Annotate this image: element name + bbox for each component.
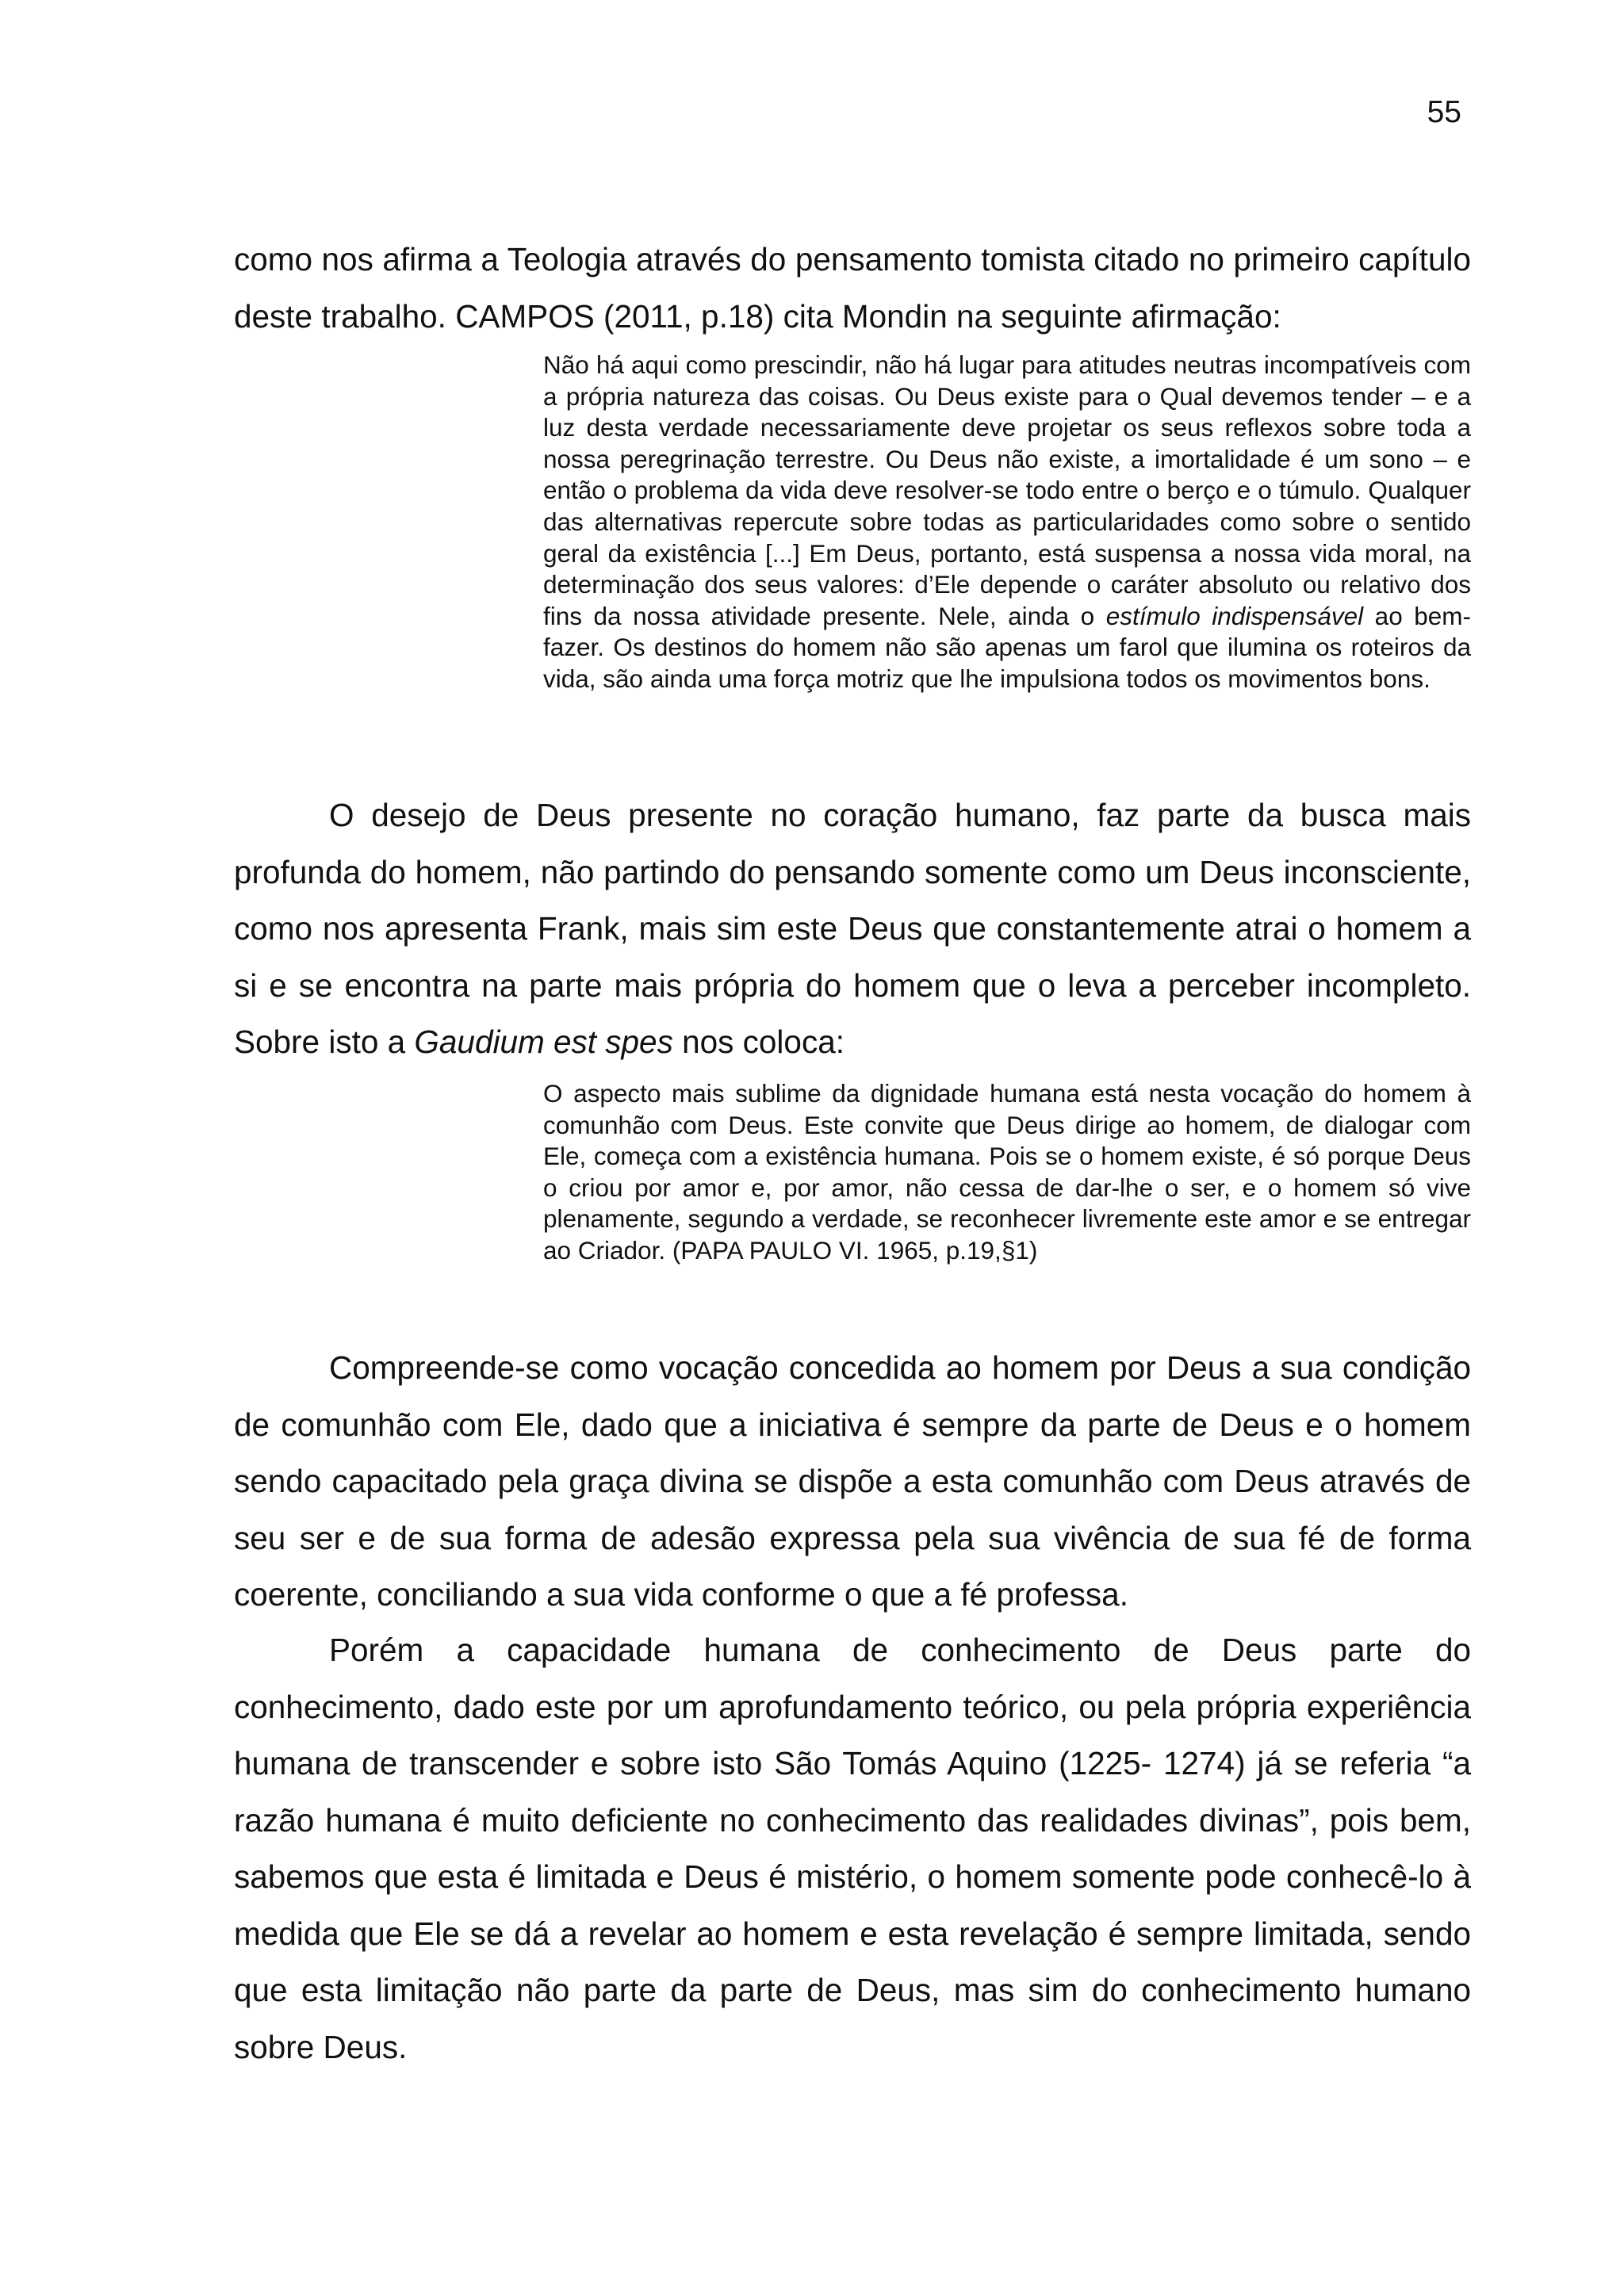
- body-paragraph-desejo-text-end: nos coloca:: [682, 1024, 845, 1060]
- body-paragraph-desejo: [234, 787, 1471, 1071]
- block-quote-mondin-text-end: ao bem-fazer. Os destinos do homem não são apenas um farol que ilumina os roteiros da vida, são ainda uma força motriz que lhe impulsiona todos os movimentos bons.: [543, 601, 1471, 693]
- block-quote-gaudium: O aspecto mais sublime da dignidade humana está nesta vocação do homem à comunhão com Deus. Este convite que Deus dirige ao homem, de dialogar com Ele, começa com a existência humana. Pois se o homem existe, é só porque Deus o criou por amor e, por amor, não cessa de dar-lhe o ser, e o homem só vive plenamente, segundo a verdade, se reconhecer livremente este amor e se entregar ao Criador. (PAPA PAULO VI. 1965, p.19,§1): [543, 1079, 1471, 1265]
- gaudium-est-spes-title: Gaudium est spes: [414, 1024, 673, 1060]
- body-paragraph-vocacao: Compreende-se como vocação concedida ao homem por Deus a sua condição de comunhão com Ele, dado que a iniciativa é sempre da parte de Deus e o homem sendo capacitado pela graça divina se dispõe a esta comunhão com Deus através de seu ser e de sua forma de adesão expressa pela sua vivência de sua fé de forma coerente, conciliando a sua vida conforme o que a fé professa.: [234, 1349, 1471, 1613]
- body-paragraph-desejo-text: O desejo de Deus presente no coração humano, faz parte da busca mais profunda do homem, não partindo do pensando somente como um Deus inconsciente, como nos apresenta Frank, mais sim este Deus que constantemente atrai o homem a si e se encontra na parte mais própria do homem que o leva a perceber incompleto. Sobre isto a: [234, 797, 1471, 1060]
- block-quote-mondin-text: Não há aqui como prescindir, não há lugar para atitudes neutras incompatíveis com a própria natureza das coisas. Ou Deus existe para o Qual devemos tender – e a luz desta verdade necessariamente deve projetar os seus reflexos sobre toda a nossa peregrinação terrestre. Ou Deus não existe, a imortalidade é um sono – e então o problema da vida deve resolver-se todo entre o berço e o túmulo. Qualquer das alternativas repercute sobre todas as particularidades como sobre o sentido geral da existência [...] Em Deus, portanto, está suspensa a nossa vida moral, na determinação dos seus valores: d’Ele depende o caráter absoluto ou relativo dos fins da nossa atividade presente. Nele, ainda o: [543, 350, 1471, 630]
- block-quote-mondin-emphasis: estímulo indispensável: [1105, 601, 1364, 630]
- body-paragraph-intro: como nos afirma a Teologia através do pensamento tomista citado no primeiro capítulo deste trabalho. CAMPOS (2011, p.18) cita Mondin na seguinte afirmação:: [234, 241, 1471, 335]
- block-quote-mondin: [543, 350, 1471, 695]
- body-paragraph-capacidade: Porém a capacidade humana de conhecimento de Deus parte do conhecimento, dado este por um aprofundamento teórico, ou pela própria experiência humana de transcender e sobre isto São Tomás Aquino (1225- 1274) já se referia “a razão humana é muito deficiente no conhecimento das realidades divinas”, pois bem, sabemos que esta é limitada e Deus é mistério, o homem somente pode conhecê-lo à medida que Ele se dá a revelar ao homem e esta revelação é sempre limitada, sendo que esta limitação não parte da parte de Deus, mas sim do conhecimento humano sobre Deus.: [234, 1632, 1471, 2065]
- page-number: 55: [1427, 95, 1461, 129]
